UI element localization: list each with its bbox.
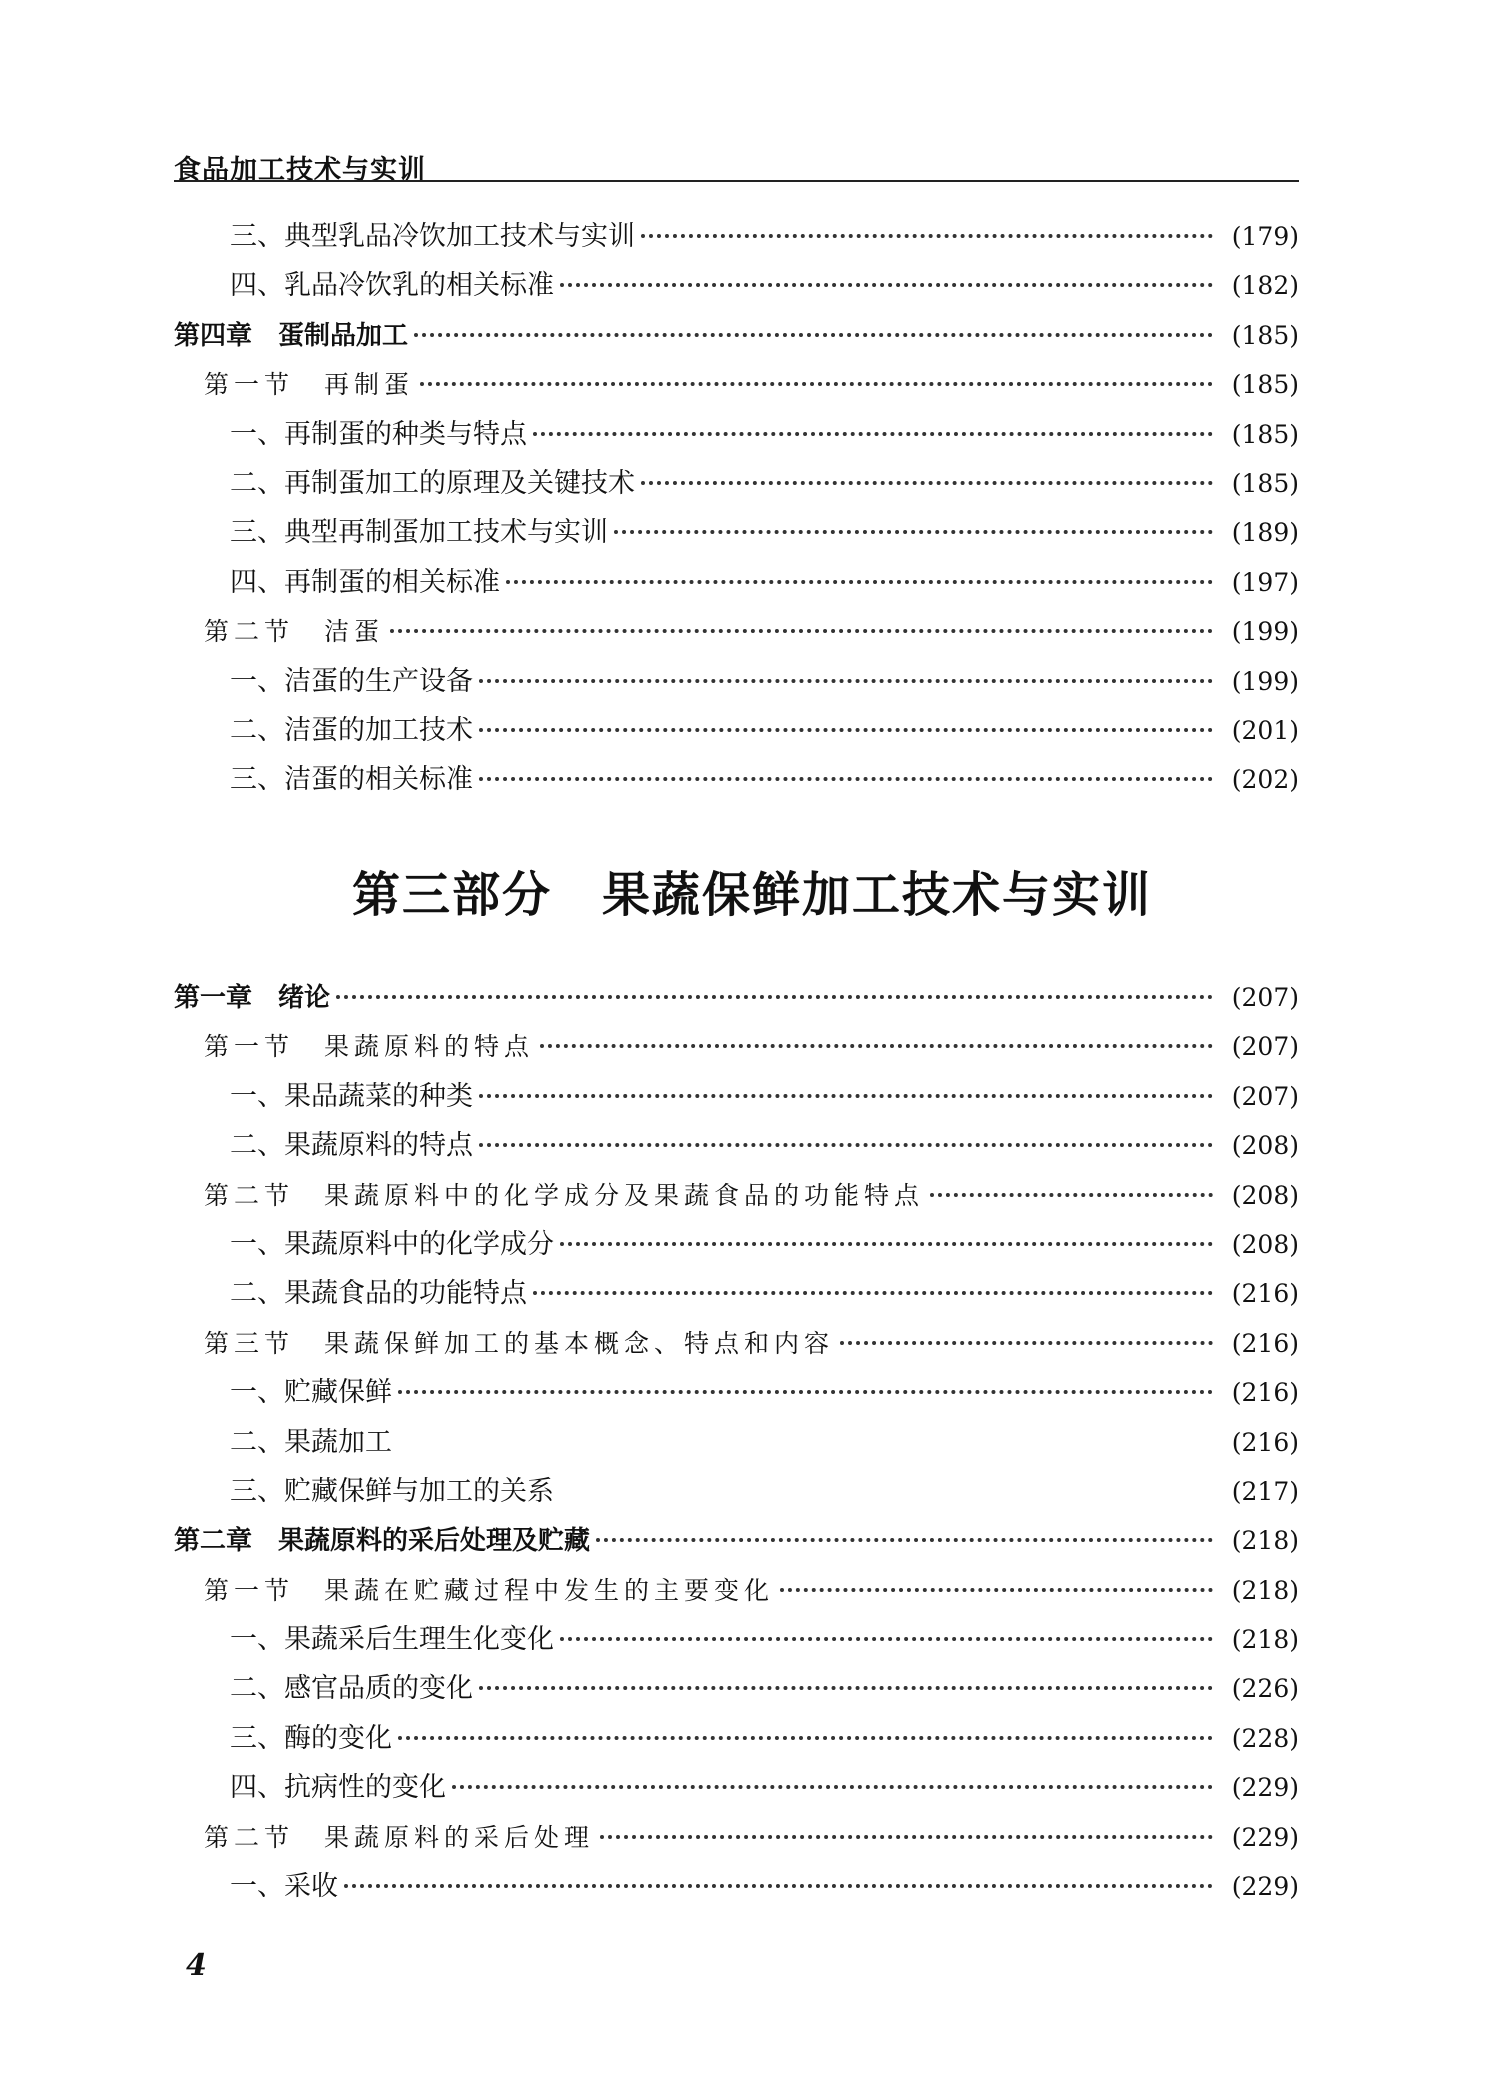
- toc-entry-title: 一、采收: [230, 1871, 338, 1903]
- toc-top: [174, 212, 1299, 805]
- dot-leader: [560, 1637, 1213, 1641]
- toc-entry-page: (218): [1231, 1575, 1299, 1605]
- toc-entry-page: (216): [1231, 1378, 1299, 1408]
- toc-entry-title: 一、贮藏保鲜: [230, 1377, 392, 1409]
- toc-entry-chapter: [174, 973, 1299, 1022]
- toc-entry-title: 二、感官品质的变化: [230, 1673, 473, 1705]
- dot-leader: [479, 777, 1213, 781]
- dot-leader: [641, 481, 1213, 485]
- toc-entry-item: [174, 1121, 1299, 1170]
- toc-entry-section: [174, 1566, 1299, 1615]
- toc-entry-title: 二、果蔬原料的特点: [230, 1130, 473, 1162]
- toc-bottom: [174, 973, 1299, 1911]
- toc-entry-item: [174, 1269, 1299, 1318]
- toc-entry-item: [174, 755, 1299, 804]
- toc-entry-title: 一、再制蛋的种类与特点: [230, 418, 527, 450]
- toc-entry-title: 第三节 果蔬保鲜加工的基本概念、特点和内容: [204, 1328, 835, 1358]
- toc-entry-page: (216): [1231, 1279, 1299, 1309]
- toc-entry-page: (218): [1231, 1625, 1299, 1655]
- toc-entry-page: (228): [1231, 1723, 1299, 1753]
- toc-entry-item: [174, 1615, 1299, 1664]
- dot-leader: [780, 1588, 1213, 1592]
- toc-entry-title: 第二节 果蔬原料中的化学成分及果蔬食品的功能特点: [204, 1180, 925, 1210]
- toc-entry-title: 一、果蔬采后生理生化变化: [230, 1624, 554, 1656]
- toc-entry-page: (182): [1231, 271, 1299, 301]
- toc-entry-title: 一、洁蛋的生产设备: [230, 665, 473, 697]
- toc-entry-item: [174, 212, 1299, 261]
- toc-entry-title: 四、乳品冷饮乳的相关标准: [230, 270, 554, 302]
- toc-entry-page: (202): [1231, 765, 1299, 795]
- dot-leader: [540, 1044, 1213, 1048]
- toc-entry-page: (229): [1231, 1822, 1299, 1852]
- toc-entry-section: [174, 1022, 1299, 1071]
- toc-entry-page: (208): [1231, 1131, 1299, 1161]
- toc-entry-page: (199): [1231, 666, 1299, 696]
- dot-leader: [479, 679, 1213, 683]
- dot-leader: [533, 1291, 1213, 1295]
- toc-entry-page: (217): [1231, 1476, 1299, 1506]
- toc-entry-page: (207): [1231, 983, 1299, 1012]
- dot-leader: [614, 530, 1213, 534]
- dot-leader: [398, 1736, 1213, 1740]
- toc-entry-section: [174, 1171, 1299, 1220]
- toc-entry-title: 第二节 洁蛋: [204, 617, 385, 647]
- toc-entry-title: 二、洁蛋的加工技术: [230, 714, 473, 746]
- toc-entry-item: [174, 1714, 1299, 1763]
- toc-entry-title: 三、典型乳品冷饮加工技术与实训: [230, 221, 635, 252]
- toc-entry-page: (207): [1231, 1081, 1299, 1111]
- toc-entry-page: (199): [1231, 617, 1299, 647]
- toc-entry-item: [174, 261, 1299, 310]
- dot-leader: [479, 1094, 1213, 1098]
- toc-entry-title: 第一节 果蔬原料的特点: [204, 1032, 535, 1062]
- toc-entry-page: (185): [1231, 419, 1299, 449]
- toc-entry-page: (229): [1231, 1872, 1299, 1902]
- dot-leader: [398, 1440, 1213, 1444]
- toc-entry-title: 第一章 绪论: [174, 983, 331, 1013]
- toc-entry-page: (207): [1231, 1032, 1299, 1062]
- toc-entry-page: (189): [1231, 518, 1299, 548]
- dot-leader: [336, 995, 1213, 999]
- toc-entry-item: [174, 508, 1299, 557]
- toc-entry-title: 四、抗病性的变化: [230, 1772, 446, 1804]
- part-title: 第三部分 果蔬保鲜加工技术与实训: [351, 867, 1152, 923]
- toc-entry-page: (208): [1231, 1180, 1299, 1210]
- toc-entry-title: 三、酶的变化: [230, 1722, 392, 1754]
- toc-entry-chapter: [174, 311, 1299, 360]
- dot-leader: [479, 1143, 1213, 1147]
- toc-entry-page: (185): [1231, 370, 1299, 400]
- dot-leader: [390, 629, 1213, 633]
- toc-entry-title: 一、果品蔬菜的种类: [230, 1080, 473, 1112]
- toc-entry-title: 三、贮藏保鲜与加工的关系: [230, 1475, 554, 1507]
- toc-entry-item: [174, 1220, 1299, 1269]
- toc-entry-page: (201): [1231, 715, 1299, 745]
- toc-entry-item: [174, 1368, 1299, 1417]
- toc-entry-title: 四、再制蛋的相关标准: [230, 566, 500, 598]
- toc-entry-title: 第二章 果蔬原料的采后处理及贮藏: [174, 1526, 591, 1557]
- dot-leader: [560, 1242, 1213, 1246]
- toc-entry-title: 第一节 再制蛋: [204, 370, 415, 400]
- toc-entry-item: [174, 1862, 1299, 1911]
- toc-entry-section: [174, 1319, 1299, 1368]
- dot-leader: [533, 432, 1213, 436]
- dot-leader: [398, 1390, 1213, 1394]
- dot-leader: [840, 1341, 1213, 1345]
- toc-entry-item: [174, 657, 1299, 706]
- toc-entry-page: (216): [1231, 1427, 1299, 1457]
- toc-entry-page: (218): [1231, 1526, 1299, 1556]
- toc-entry-page: (216): [1231, 1328, 1299, 1358]
- toc-entry-page: (185): [1231, 468, 1299, 498]
- toc-entry-item: [174, 706, 1299, 755]
- dot-leader: [479, 728, 1213, 732]
- toc-entry-chapter: [174, 1516, 1299, 1565]
- dot-leader: [560, 283, 1213, 287]
- toc-entry-section: [174, 1813, 1299, 1862]
- toc-entry-title: 二、再制蛋加工的原理及关键技术: [230, 467, 635, 499]
- toc-entry-page: (179): [1231, 222, 1299, 251]
- toc-entry-page: (185): [1231, 320, 1299, 350]
- toc-entry-item: [174, 1072, 1299, 1121]
- toc-entry-section: [174, 360, 1299, 409]
- toc-entry-page: (229): [1231, 1773, 1299, 1803]
- page-number: 4: [186, 1948, 207, 1983]
- dot-leader: [506, 580, 1213, 584]
- toc-entry-title: 三、洁蛋的相关标准: [230, 764, 473, 796]
- dot-leader: [641, 234, 1213, 238]
- toc-entry-title: 第二节 果蔬原料的采后处理: [204, 1822, 595, 1852]
- dot-leader: [479, 1686, 1213, 1690]
- header-rule: [174, 180, 1299, 182]
- toc-entry-item: [174, 1763, 1299, 1812]
- dot-leader: [414, 333, 1213, 337]
- dot-leader: [452, 1785, 1213, 1789]
- toc-entry-section: [174, 607, 1299, 656]
- toc-entry-item: [174, 1467, 1299, 1516]
- toc-entry-page: (226): [1231, 1674, 1299, 1704]
- toc-entry-title: 二、果蔬食品的功能特点: [230, 1278, 527, 1310]
- toc-entry-page: (197): [1231, 567, 1299, 597]
- toc-entry-title: 第四章 蛋制品加工: [174, 320, 409, 351]
- toc-entry-item: [174, 1664, 1299, 1713]
- dot-leader: [560, 1489, 1213, 1493]
- dot-leader: [930, 1193, 1213, 1197]
- toc-entry-title: 一、果蔬原料中的化学成分: [230, 1228, 554, 1260]
- dot-leader: [600, 1835, 1213, 1839]
- toc-entry-item: [174, 1418, 1299, 1467]
- toc-entry-item: [174, 410, 1299, 459]
- dot-leader: [596, 1538, 1213, 1542]
- toc-entry-title: 第一节 果蔬在贮藏过程中发生的主要变化: [204, 1575, 775, 1605]
- dot-leader: [420, 382, 1213, 386]
- toc-entry-page: (208): [1231, 1229, 1299, 1259]
- running-header: 食品加工技术与实训: [174, 155, 426, 186]
- dot-leader: [344, 1884, 1213, 1888]
- toc-entry-title: 二、果蔬加工: [230, 1426, 392, 1458]
- toc-entry-title: 三、典型再制蛋加工技术与实训: [230, 517, 608, 549]
- toc-entry-item: [174, 558, 1299, 607]
- toc-entry-item: [174, 459, 1299, 508]
